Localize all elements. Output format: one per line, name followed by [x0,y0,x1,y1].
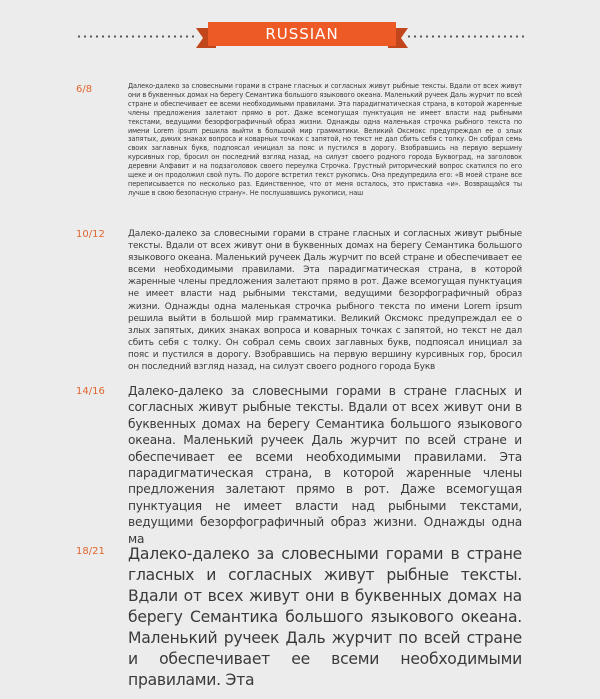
dotted-rule-right [406,35,524,38]
section-title: RUSSIAN [208,22,396,46]
sample-paragraph: Далеко-далеко за словесными горами в стране гласных и согласных живут рыбные тексты. Вдали от всех живут они в буквенных домах на берегу Семантика большого языкового океана. Маленький ручеек Даль журчит по всей стране и обеспечивает ее всеми необходимыми правилами. Эта парадигматическая страна, в которой жаренные члены предложения залетают прямо в рот. Даже всемогущая пунктуация не имеет власти над рыбными текстами, ведущими безорфографичный образ жизни. Однажды одна ма [128,384,522,546]
size-label-18-21: 18/21 [76,546,105,557]
text-sample-18-21 [128,544,522,689]
sample-paragraph: Далеко-далеко за словесными горами в стране гласных и согласных живут рыбные тексты. Вдали от всех живут они в буквенных домах на берегу Семантика большого языкового океана. Маленький ручеек Даль журчит по всей стране и обеспечивает ее всеми необходимыми правилами. Эта [128,545,522,689]
size-label-6-8: 6/8 [76,84,93,95]
section-header [0,22,600,50]
size-label-10-12: 10/12 [76,229,105,240]
text-sample-10-12 [128,228,522,373]
sample-paragraph: Далеко-далеко за словесными горами в стране гласных и согласных живут рыбные тексты. Вдали от всех живут они в буквенных домах на берегу Семантика большого языкового океана. Маленький ручеек Даль журчит по всей стране и обеспечивает ее всеми необходимыми правилами. Эта парадигматическая страна, в которой жаренные члены предложения залетают прямо в рот. Даже всемогущая пунктуация не имеет власти над рыбными текстами, ведущими безорфографичный образ жизни. Однажды одна маленькая строчка рыбного текста по имени Lorem ipsum решила выйти в большой мир грамматики. Великий Оксмокс предупреждал ее о злых запятых, диких знаках вопроса и коварных точках с запятой, но текст не дал сбить себя с толку. Он собрал семь своих заглавных букв, подпоясал инициал за пояс и пустился в дорогу. Взобравшись на первую вершину курсивных гор, бросил он последний взгляд назад, на силуэт своего родного города Буквоград, на заголовок деревни Алфавит и на подзаголовок своего переулка Строчка. Грустный риторический вопрос скатился по его щеке и он продолжил свой путь. По дороге встретил текст рукопись. Она предупредила его: «В моей стране все переписывается по несколько раз. Единственное, что от меня осталось, это приставка «и». Возвращайся ты лучше в свою безопасную страну». Не послушавшись рукописи, наш [128,82,522,197]
text-sample-6-8 [128,82,522,197]
text-sample-14-16 [128,383,522,546]
ribbon-banner [196,22,408,50]
dotted-rule-left [76,35,198,38]
size-label-14-16: 14/16 [76,386,105,397]
sample-paragraph: Далеко-далеко за словесными горами в стране гласных и согласных живут рыбные тексты. Вдали от всех живут они в буквенных домах на берегу Семантика большого языкового океана. Маленький ручеек Даль журчит по всей стране и обеспечивает ее всеми необходимыми правилами. Эта парадигматическая страна, в которой жаренные члены предложения залетают прямо в рот. Даже всемогущая пунктуация не имеет власти над рыбными текстами, ведущими безорфографичный образ жизни. Однажды одна маленькая строчка рыбного текста по имени Lorem ipsum решила выйти в большой мир грамматики. Великий Оксмокс предупреждал ее о злых запятых, диких знаках вопроса и коварных точках с запятой, но текст не дал сбить себя с толку. Он собрал семь своих заглавных букв, подпоясал инициал за пояс и пустился в дорогу. Взобравшись на первую вершину курсивных гор, бросил он последний взгляд назад, на силуэт своего родного города Букв [128,229,522,373]
